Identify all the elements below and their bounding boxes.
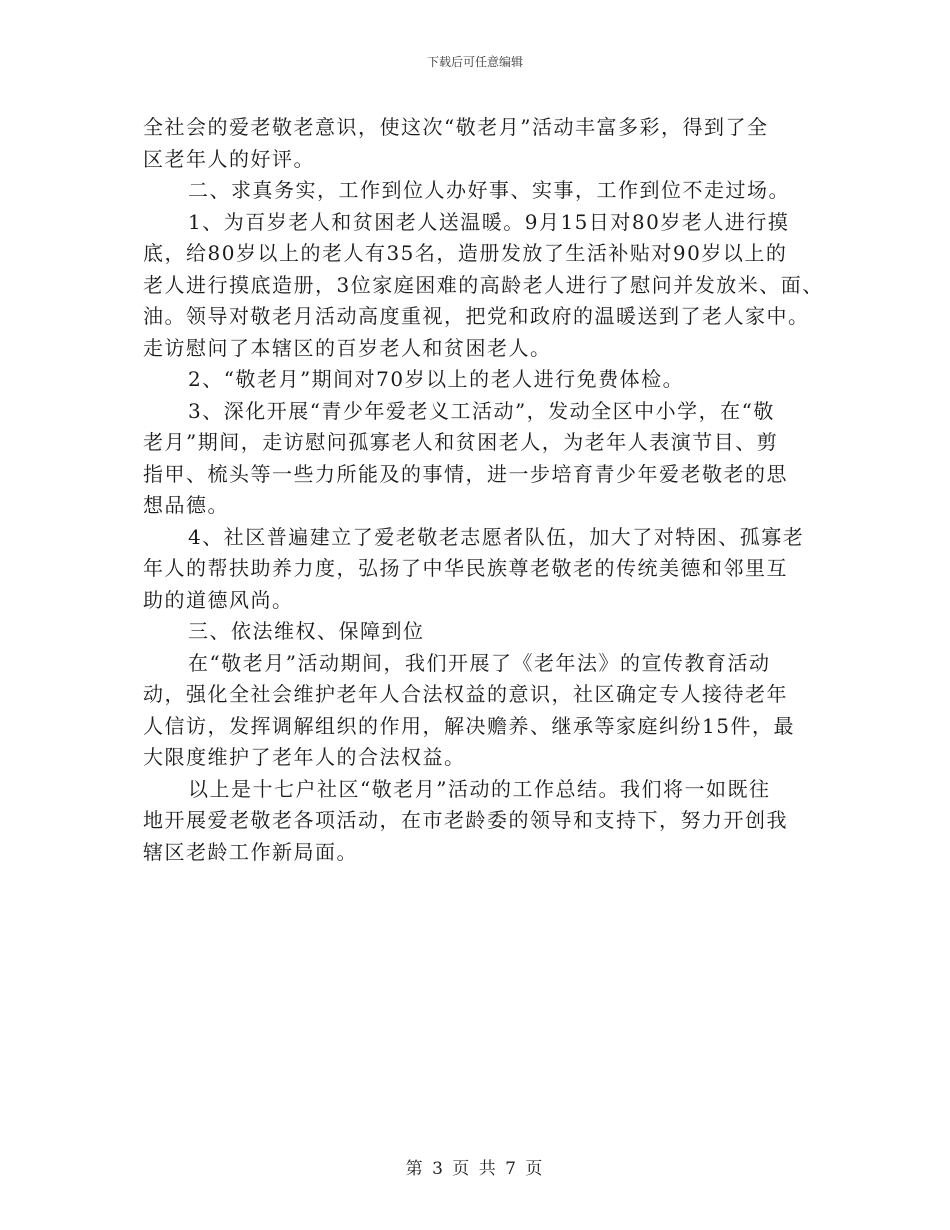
body-text-line: 年人的帮扶助养力度，弘扬了中华民族尊老敬老的传统美德和邻里互 xyxy=(143,556,788,580)
body-text-line: 全社会的爱老敬老意识，使这次“敬老月”活动丰富多彩，得到了全 xyxy=(143,115,769,139)
body-text-line: 辖区老龄工作新局面。 xyxy=(143,839,358,864)
body-text-line: 在“敬老月”活动期间，我们开展了《老年法》的宣传教育活动 xyxy=(188,650,771,675)
body-text-line: 助的道德风尚。 xyxy=(143,587,294,612)
body-text-line: 三、依法维权、保障到位 xyxy=(188,619,425,643)
body-text-line: 地开展爱老敬老各项活动，在市老龄委的领导和支持下，努力开创我 xyxy=(143,808,788,832)
body-text-line: 4、社区普遍建立了爱老敬老志愿者队伍，加大了对特困、孤寡老 xyxy=(188,524,805,549)
document-body xyxy=(143,112,823,868)
body-text-line: 2、“敬老月”期间对70岁以上的老人进行免费体检。 xyxy=(188,367,685,391)
body-text-line: 老人进行摸底造册，3位家庭困难的高龄老人进行了慰问并发放米、面、 xyxy=(143,272,824,297)
body-text-line: 底，给80岁以上的老人有35名，造册发放了生活补贴对90岁以上的 xyxy=(143,241,788,265)
page-footer: 第 3 页 共 7 页 xyxy=(405,1159,545,1179)
body-text-line: 二、求真务实，工作到位人办好事、实事，工作到位不走过场。 xyxy=(188,178,790,202)
body-text-line: 区老年人的好评。 xyxy=(143,146,315,171)
body-text-line: 大限度维护了老年人的合法权益。 xyxy=(143,745,466,769)
body-text-line: 1、为百岁老人和贫困老人送温暖。9月15日对80岁老人进行摸 xyxy=(188,209,790,234)
body-text-line: 动，强化全社会维护老年人合法权益的意识，社区确定专人接待老年 xyxy=(143,682,788,706)
body-text-line: 3、深化开展“青少年爱老义工活动”，发动全区中小学，在“敬 xyxy=(188,398,775,423)
body-text-line: 人信访，发挥调解组织的作用，解决赡养、继承等家庭纠纷15件，最 xyxy=(143,713,795,738)
body-text-line: 油。领导对敬老月活动高度重视，把党和政府的温暖送到了老人家中。 xyxy=(143,304,810,328)
page-header: 下载后可任意编辑 xyxy=(426,55,523,69)
body-text-line: 走访慰问了本辖区的百岁老人和贫困老人。 xyxy=(143,335,552,360)
body-text-line: 指甲、梳头等一些力所能及的事情，进一步培育青少年爱老敬老的思 xyxy=(143,461,788,486)
body-text-line: 以上是十七户社区“敬老月”活动的工作总结。我们将一如既往 xyxy=(188,776,771,801)
body-text-line: 想品德。 xyxy=(143,493,229,517)
body-text-line: 老月”期间，走访慰问孤寡老人和贫困老人，为老年人表演节目、剪 xyxy=(143,430,779,454)
